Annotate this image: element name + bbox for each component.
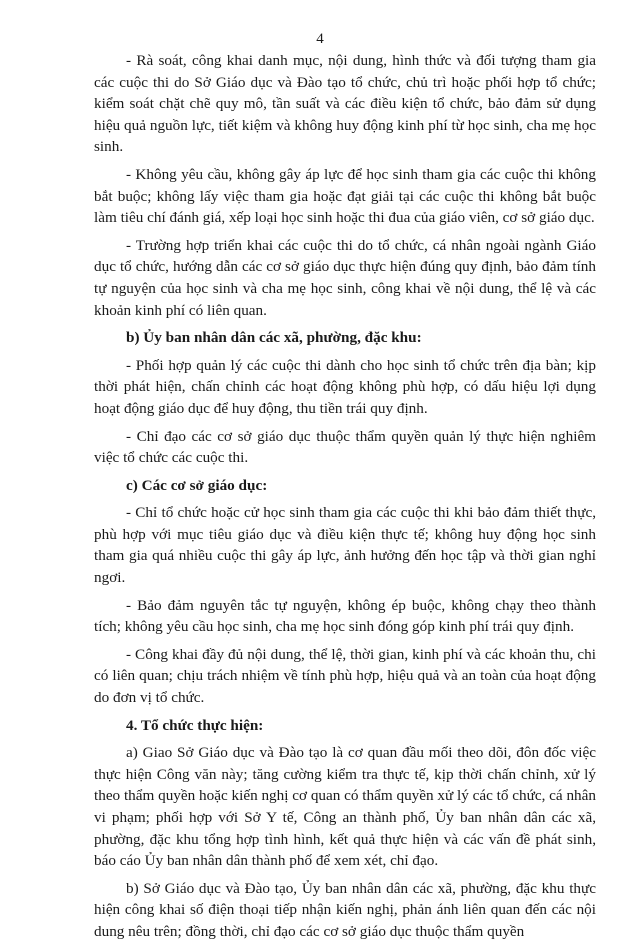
paragraph-direct-schools: - Chỉ đạo các cơ sở giáo dục thuộc thẩm quyền quản lý thực hiện nghiêm việc tổ chức các cuộc thi. <box>94 427 596 467</box>
document-body <box>94 50 596 949</box>
paragraph-review-contests: - Rà soát, công khai danh mục, nội dung, hình thức và đối tượng tham gia các cuộc thi do Sở Giáo dục và Đào tạo tổ chức, chủ trì hoặc phối hợp tổ chức; kiểm soát chặt chẽ quy mô, tần suất và các điều kiện tổ chức, bảo đảm sử dụng hiệu quả nguồn lực, tiết kiệm và không huy động kinh phí từ học sinh, cha mẹ học sinh. <box>94 52 596 156</box>
heading-education-institutions: c) Các cơ sở giáo dục: <box>126 476 268 494</box>
paragraph-voluntary-principle: - Bảo đảm nguyên tắc tự nguyện, không ép buộc, không chạy theo thành tích; không yêu cầu học sinh, cha mẹ học sinh đóng góp kinh phí trái quy định. <box>94 596 596 636</box>
paragraph-external-contests: - Trường hợp triển khai các cuộc thi do tổ chức, cá nhân ngoài ngành Giáo dục tổ chức, hướng dẫn các cơ sở giáo dục thực hiện đúng quy định, bảo đảm tính tự nguyện của học sinh và cha mẹ học sinh, công khai về nội dung, thể lệ và các khoản kinh phí có liên quan. <box>94 236 596 319</box>
page-number: 4 <box>316 31 324 47</box>
paragraph-implementation-a: a) Giao Sở Giáo dục và Đào tạo là cơ quan đầu mối theo dõi, đôn đốc việc thực hiện Công văn này; tăng cường kiểm tra thực tế, kịp thời chấn chỉnh, xử lý theo thẩm quyền hoặc kiến nghị cơ quan có thẩm quyền xử lý các tổ chức, cá nhân vi phạm; phối hợp với Sở Y tế, Công an thành phố, Ủy ban nhân dân các xã, phường, đặc khu tổng hợp tình hình, kết quả thực hiện và các vấn đề phát sinh, báo cáo Ủy ban nhân dân thành phố để xem xét, chỉ đạo. <box>94 744 596 870</box>
paragraph-implementation-b: b) Sở Giáo dục và Đào tạo, Ủy ban nhân dân các xã, phường, đặc khu thực hiện công khai số điện thoại tiếp nhận kiến nghị, phản ánh liên quan đến các nội dung nêu trên; đồng thời, chỉ đạo các cơ sở giáo dục thuộc thẩm quyền <box>94 879 596 940</box>
paragraph-no-pressure: - Không yêu cầu, không gây áp lực để học sinh tham gia các cuộc thi không bắt buộc; không lấy việc tham gia hoặc đạt giải tại các cuộc thi không bắt buộc làm tiêu chí đánh giá, xếp loại học sinh hoặc thi đua của giáo viên, cơ sở giáo dục. <box>94 165 596 227</box>
heading-people-committee: b) Ủy ban nhân dân các xã, phường, đặc khu: <box>126 329 422 347</box>
paragraph-coordinate-management: - Phối hợp quản lý các cuộc thi dành cho học sinh tổ chức trên địa bàn; kịp thời phát hiện, chấn chỉnh các hoạt động không phù hợp, có dấu hiệu lợi dụng hoạt động giáo dục để huy động, thu tiền trái quy định. <box>94 356 596 417</box>
heading-implementation: 4. Tổ chức thực hiện: <box>126 716 264 734</box>
paragraph-organize-only-when-practical: - Chỉ tổ chức hoặc cử học sinh tham gia các cuộc thi khi bảo đảm thiết thực, phù hợp với mục tiêu giáo dục và điều kiện thực tế; không huy động học sinh tham gia quá nhiều cuộc thi gây áp lực, ảnh hưởng đến học tập và thời gian nghỉ ngơi. <box>94 504 596 587</box>
paragraph-full-disclosure: - Công khai đầy đủ nội dung, thể lệ, thời gian, kinh phí và các khoản thu, chi có liên quan; chịu trách nhiệm về tính phù hợp, hiệu quả và an toàn của hoạt động do đơn vị tổ chức. <box>94 645 596 707</box>
